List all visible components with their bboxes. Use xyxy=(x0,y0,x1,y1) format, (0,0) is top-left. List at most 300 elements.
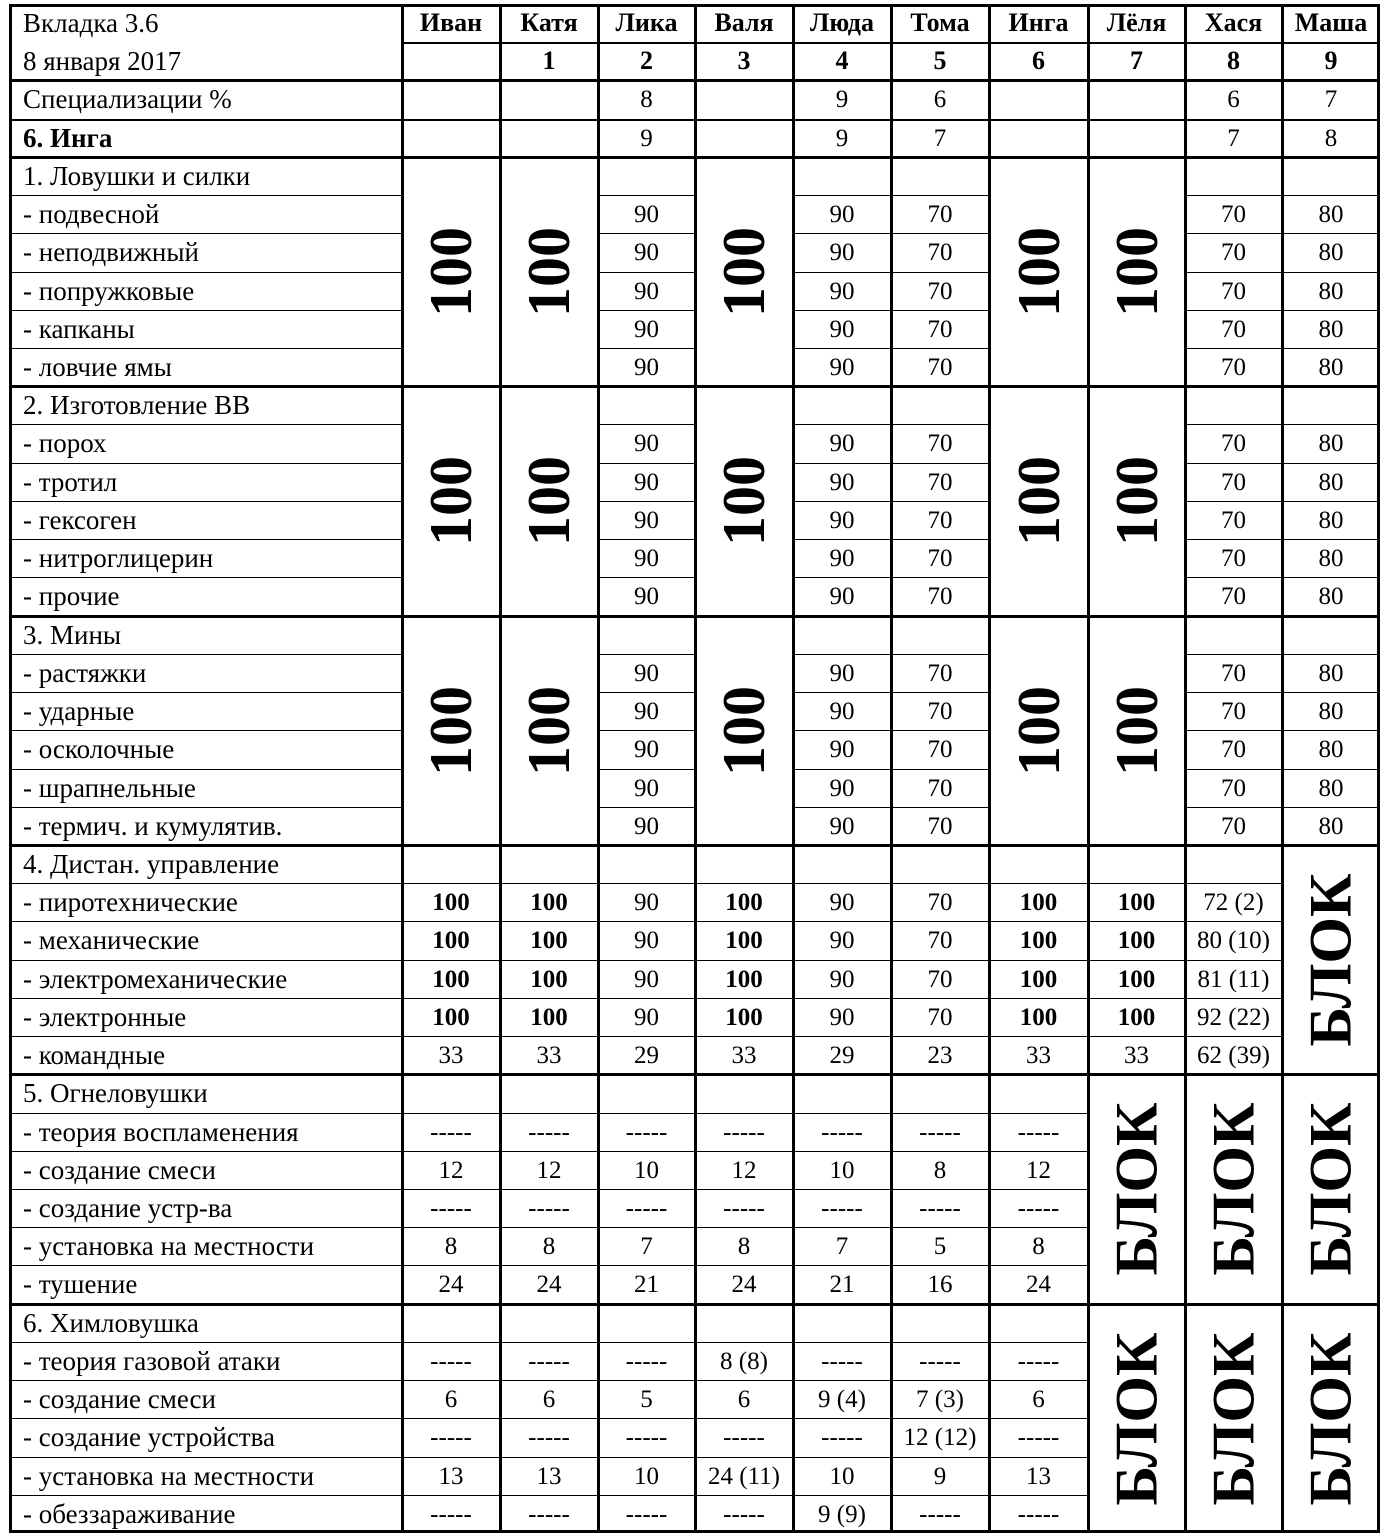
item-value: 90 xyxy=(829,315,855,343)
grid-hline xyxy=(989,921,1088,922)
grid-hline xyxy=(9,807,402,808)
grid-hline xyxy=(891,463,989,464)
grid-hline xyxy=(1185,883,1282,884)
item-value: 90 xyxy=(829,812,855,840)
spec-value xyxy=(1088,119,1185,157)
spec-value: 7 xyxy=(1324,86,1338,113)
grid-hline xyxy=(1282,195,1380,196)
grid-hline xyxy=(989,1113,1088,1114)
grid-hline xyxy=(9,539,402,540)
item-value: 70 xyxy=(927,277,953,305)
grid-hline xyxy=(891,1495,989,1496)
grid-hline xyxy=(793,424,891,425)
block-merged-cell xyxy=(1088,1304,1185,1533)
grid-hline xyxy=(9,1151,402,1152)
grid-hline xyxy=(891,1227,989,1228)
column-number: 4 xyxy=(835,46,849,75)
item-value: 8 xyxy=(444,1232,458,1260)
grid-hline xyxy=(891,1380,989,1381)
spec-value xyxy=(695,80,793,119)
item-value: 80 xyxy=(1318,200,1344,228)
item-value: 23 xyxy=(927,1041,953,1069)
item-value: ----- xyxy=(528,1500,570,1528)
grid-hline xyxy=(500,883,598,884)
item-value: 70 xyxy=(1221,774,1246,802)
item-value: 92 (22) xyxy=(1197,1003,1270,1031)
item-value: 70 xyxy=(927,506,953,534)
item-value: 90 xyxy=(829,697,855,725)
grid-hline xyxy=(989,1342,1088,1343)
grid-hline xyxy=(1185,463,1282,464)
item-value: 90 xyxy=(634,697,659,725)
item-value: 90 xyxy=(829,353,855,381)
grid-hline xyxy=(989,883,1088,884)
item-value: 33 xyxy=(1026,1041,1051,1069)
grid-hline xyxy=(793,501,891,502)
grid-hline xyxy=(793,807,891,808)
grid-hline xyxy=(891,424,989,425)
item-value: 21 xyxy=(829,1271,855,1298)
section-title: 2. Изготовление ВВ xyxy=(23,389,251,420)
grid-hline xyxy=(891,692,989,693)
item-value: 70 xyxy=(927,430,953,457)
grid-hline xyxy=(598,195,695,196)
merged-100-cell xyxy=(989,616,1088,845)
spec-value: 9 xyxy=(835,86,849,113)
item-value: 12 xyxy=(536,1156,562,1184)
grid-hline xyxy=(1282,233,1380,234)
item-value: ----- xyxy=(821,1347,863,1375)
grid-hline xyxy=(1185,998,1282,999)
grid-vline xyxy=(499,4,502,1533)
grid-hline xyxy=(402,1036,500,1037)
merged-cell-text: 100 xyxy=(711,226,777,317)
item-label: - создание смеси xyxy=(23,1383,216,1414)
grid-hline xyxy=(793,310,891,311)
item-label: - неподвижный xyxy=(23,237,199,267)
grid-hline xyxy=(1088,883,1185,884)
grid-hline xyxy=(1185,730,1282,731)
item-value: 10 xyxy=(634,1156,659,1184)
grid-hline xyxy=(695,1342,793,1343)
merged-100-cell xyxy=(500,616,598,845)
grid-hline xyxy=(9,654,402,655)
merged-cell-text: 100 xyxy=(516,685,582,776)
grid-hline xyxy=(793,921,891,922)
item-value: 90 xyxy=(634,315,659,343)
item-value: ----- xyxy=(528,1424,570,1451)
grid-hline xyxy=(989,1265,1088,1266)
grid-vline xyxy=(1281,4,1284,1533)
grid-hline xyxy=(1282,463,1380,464)
item-value: 90 xyxy=(634,468,659,496)
grid-hline xyxy=(598,1036,695,1037)
merged-100-cell xyxy=(989,386,1088,616)
merged-cell-text: 100 xyxy=(516,226,582,317)
item-label: - механические xyxy=(23,925,200,955)
grid-hline xyxy=(1282,310,1380,311)
item-label: - электронные xyxy=(23,1001,187,1032)
item-value: 80 xyxy=(1318,277,1344,305)
grid-hline xyxy=(1088,921,1185,922)
column-name: Лика xyxy=(615,8,678,37)
grid-hline xyxy=(891,960,989,961)
grid-hline xyxy=(793,1495,891,1496)
grid-vline xyxy=(694,4,697,1533)
grid-hline xyxy=(1282,539,1380,540)
merged-cell-text: 100 xyxy=(418,685,484,776)
item-value: 8 xyxy=(542,1232,556,1260)
merged-100-cell xyxy=(500,157,598,386)
item-label: - растяжки xyxy=(23,657,147,688)
grid-hline xyxy=(9,233,402,234)
item-value: 90 xyxy=(829,277,855,305)
merged-100-cell xyxy=(1088,157,1185,386)
grid-hline xyxy=(598,921,695,922)
grid-hline xyxy=(793,730,891,731)
grid-hline xyxy=(9,921,402,922)
merged-cell-text: 100 xyxy=(1103,685,1170,776)
grid-hline xyxy=(598,1418,695,1419)
item-value: 70 xyxy=(1221,277,1246,305)
grid-hline xyxy=(695,998,793,999)
item-value: ----- xyxy=(1017,1347,1060,1375)
grid-hline xyxy=(598,769,695,770)
grid-hline xyxy=(793,654,891,655)
grid-hline xyxy=(9,463,402,464)
item-value: 90 xyxy=(634,774,659,802)
item-value: 70 xyxy=(927,544,953,572)
grid-hline xyxy=(9,272,402,273)
item-value: 100 xyxy=(1117,927,1156,954)
item-value: 80 xyxy=(1318,544,1344,572)
column-number: 6 xyxy=(1032,46,1045,75)
item-value: 100 xyxy=(1117,965,1156,993)
item-value: 90 xyxy=(829,200,855,228)
grid-hline xyxy=(598,1113,695,1114)
spec-value xyxy=(1088,80,1185,119)
item-value: 100 xyxy=(530,1003,568,1031)
item-value: 13 xyxy=(1026,1462,1051,1490)
column-number: 2 xyxy=(640,46,653,75)
grid-hline xyxy=(598,233,695,234)
grid-hline xyxy=(1282,654,1380,655)
spec-value xyxy=(989,80,1088,119)
item-value: 90 xyxy=(634,200,659,228)
item-value: 24 xyxy=(438,1271,464,1298)
item-value: ----- xyxy=(430,1347,472,1375)
item-value: ----- xyxy=(430,1424,472,1451)
grid-hline xyxy=(695,1227,793,1228)
item-value: 70 xyxy=(927,200,953,228)
grid-hline xyxy=(1088,1036,1185,1037)
column-number: 3 xyxy=(737,46,751,75)
item-value: 70 xyxy=(1221,353,1246,381)
spec-value xyxy=(989,119,1088,157)
item-value: 70 xyxy=(927,812,953,840)
item-value: 13 xyxy=(536,1462,562,1490)
item-label: - термич. и кумулятив. xyxy=(23,810,283,841)
merged-cell-text: БЛОК xyxy=(1200,1102,1267,1276)
item-value: 70 xyxy=(927,239,953,266)
grid-hline xyxy=(1282,577,1380,578)
item-label: - создание устройства xyxy=(23,1422,275,1452)
item-value: 70 xyxy=(1221,315,1246,343)
grid-hline xyxy=(9,692,402,693)
grid-hline xyxy=(891,1189,989,1190)
item-label: - капканы xyxy=(23,313,135,344)
grid-hline xyxy=(1185,921,1282,922)
grid-hline xyxy=(598,883,695,884)
item-label: - ловчие ямы xyxy=(23,351,172,382)
item-value: 80 xyxy=(1318,506,1344,534)
grid-hline xyxy=(402,998,500,999)
grid-hline xyxy=(500,1113,598,1114)
grid-hline xyxy=(793,1036,891,1037)
item-value: 70 xyxy=(1221,544,1246,572)
item-value: 100 xyxy=(1117,1003,1156,1031)
grid-hline xyxy=(1185,272,1282,273)
item-value: 80 xyxy=(1318,736,1344,763)
grid-hline xyxy=(9,577,402,578)
grid-hline xyxy=(9,1036,402,1037)
item-label: - теория газовой атаки xyxy=(23,1345,281,1376)
grid-hline xyxy=(402,1151,500,1152)
item-value: 70 xyxy=(927,659,953,687)
merged-100-cell xyxy=(1088,616,1185,845)
spec-row-label: 6. Инга xyxy=(23,122,113,153)
section-title: 1. Ловушки и силки xyxy=(23,160,251,191)
grid-hline xyxy=(989,998,1088,999)
grid-hline xyxy=(500,1036,598,1037)
grid-hline xyxy=(9,424,402,425)
grid-hline xyxy=(1088,998,1185,999)
item-value: 80 xyxy=(1318,659,1344,687)
item-value: ----- xyxy=(625,1347,668,1375)
item-value: 70 xyxy=(1221,200,1246,228)
item-label: - ударные xyxy=(23,695,135,726)
spec-value xyxy=(500,80,598,119)
item-value: 12 (12) xyxy=(903,1424,977,1451)
grid-hline xyxy=(793,195,891,196)
item-label: - попружковые xyxy=(23,275,195,306)
grid-hline xyxy=(1185,310,1282,311)
grid-hline xyxy=(793,348,891,349)
column-number: 9 xyxy=(1324,46,1338,75)
merged-cell-text: 100 xyxy=(1005,226,1072,317)
grid-hline xyxy=(402,1113,500,1114)
grid-hline xyxy=(9,348,402,349)
item-value: 72 (2) xyxy=(1203,888,1264,916)
item-value: 33 xyxy=(1124,1041,1149,1069)
item-value: 5 xyxy=(933,1232,947,1260)
grid-hline xyxy=(695,960,793,961)
item-value: 100 xyxy=(1019,965,1058,993)
merged-cell-text: 100 xyxy=(1005,456,1072,546)
grid-hline xyxy=(9,883,402,884)
grid-hline xyxy=(891,577,989,578)
item-value: 70 xyxy=(927,774,953,802)
section-title: 4. Дистан. управление xyxy=(23,848,280,879)
item-label: - гексоген xyxy=(23,504,137,535)
column-number: 8 xyxy=(1227,46,1240,75)
grid-hline xyxy=(793,692,891,693)
grid-hline xyxy=(9,769,402,770)
grid-hline xyxy=(695,1151,793,1152)
grid-hline xyxy=(402,1189,500,1190)
column-number: 1 xyxy=(542,46,556,75)
spec-value xyxy=(695,119,793,157)
item-value: 33 xyxy=(731,1041,757,1069)
grid-hline xyxy=(500,1380,598,1381)
grid-hline xyxy=(402,921,500,922)
item-label: - пиротехнические xyxy=(23,886,238,917)
section-title: 5. Огнеловушки xyxy=(23,1078,208,1108)
item-label: - тротил xyxy=(23,466,118,497)
grid-hline xyxy=(891,348,989,349)
grid-hline xyxy=(1185,960,1282,961)
item-value: 9 xyxy=(933,1462,947,1490)
grid-hline xyxy=(9,1495,402,1496)
item-value: 90 xyxy=(634,277,659,305)
grid-hline xyxy=(1185,692,1282,693)
item-value: 33 xyxy=(438,1041,464,1069)
item-value: ----- xyxy=(430,1500,472,1528)
grid-hline xyxy=(989,1418,1088,1419)
item-value: ----- xyxy=(723,1118,765,1146)
block-merged-cell xyxy=(1282,1304,1380,1533)
grid-hline xyxy=(402,1265,500,1266)
item-value: 80 xyxy=(1318,353,1344,381)
item-value: 80 xyxy=(1318,430,1344,457)
grid-hline xyxy=(402,883,500,884)
grid-hline xyxy=(598,654,695,655)
grid-hline xyxy=(891,195,989,196)
grid-hline xyxy=(793,1418,891,1419)
item-value: 90 xyxy=(634,965,659,993)
grid-hline xyxy=(891,233,989,234)
grid-hline xyxy=(695,921,793,922)
item-value: 100 xyxy=(432,1003,470,1031)
grid-hline xyxy=(793,1113,891,1114)
grid-hline xyxy=(989,1189,1088,1190)
grid-hline xyxy=(891,769,989,770)
item-value: 29 xyxy=(829,1041,855,1069)
block-merged-cell xyxy=(1282,1074,1380,1304)
grid-hline xyxy=(402,1380,500,1381)
grid-hline xyxy=(9,1113,402,1114)
grid-hline xyxy=(793,1457,891,1458)
grid-hline xyxy=(989,960,1088,961)
item-value: ----- xyxy=(625,1118,668,1146)
grid-hline xyxy=(891,807,989,808)
column-name: Хася xyxy=(1204,8,1263,37)
grid-hline xyxy=(500,1227,598,1228)
grid-hline xyxy=(695,1457,793,1458)
grid-hline xyxy=(598,424,695,425)
block-merged-cell xyxy=(1088,1074,1185,1304)
item-value: 6 xyxy=(737,1385,751,1413)
grid-hline xyxy=(598,960,695,961)
grid-hline xyxy=(598,1495,695,1496)
grid-hline xyxy=(695,1036,793,1037)
item-value: 90 xyxy=(634,430,659,457)
grid-hline xyxy=(500,1457,598,1458)
merged-100-cell xyxy=(402,386,500,616)
grid-hline xyxy=(793,1227,891,1228)
grid-hline xyxy=(598,807,695,808)
item-value: 90 xyxy=(634,239,659,266)
item-value: 90 xyxy=(634,583,659,610)
merged-100-cell xyxy=(989,157,1088,386)
grid-hline xyxy=(891,1151,989,1152)
grid-hline xyxy=(891,272,989,273)
item-value: 100 xyxy=(530,927,568,954)
item-value: 90 xyxy=(634,736,659,763)
item-value: 90 xyxy=(829,239,855,266)
merged-100-cell xyxy=(402,157,500,386)
grid-vline xyxy=(1184,4,1187,1533)
grid-hline xyxy=(891,1113,989,1114)
merged-100-cell xyxy=(695,386,793,616)
merged-cell-text: БЛОК xyxy=(1298,872,1364,1047)
spec-value: 8 xyxy=(1324,124,1338,152)
grid-hline xyxy=(9,1189,402,1190)
column-name: Валя xyxy=(714,8,774,37)
item-value: 100 xyxy=(432,965,470,993)
item-value: 90 xyxy=(634,506,659,534)
item-value: 90 xyxy=(829,965,855,993)
merged-cell-text: БЛОК xyxy=(1200,1331,1267,1506)
grid-hline xyxy=(598,501,695,502)
spec-value: 9 xyxy=(640,124,653,152)
grid-hline xyxy=(989,1227,1088,1228)
column-name: Иван xyxy=(419,8,483,37)
spec-value: 7 xyxy=(1227,124,1240,152)
sheet-date: 8 января 2017 xyxy=(23,45,182,76)
item-value: 62 (39) xyxy=(1197,1041,1270,1069)
item-label: - порох xyxy=(23,428,107,458)
item-value: 100 xyxy=(432,888,470,916)
merged-100-cell xyxy=(1088,386,1185,616)
item-value: 21 xyxy=(634,1271,659,1298)
spec-value: 6 xyxy=(1227,86,1240,113)
merged-cell-text: 100 xyxy=(418,456,484,546)
item-value: 24 xyxy=(1026,1271,1051,1298)
grid-hline xyxy=(9,501,402,502)
item-label: - обеззараживание xyxy=(23,1498,236,1529)
item-value: 100 xyxy=(530,888,568,916)
item-value: 8 (8) xyxy=(720,1347,768,1375)
item-value: 90 xyxy=(829,888,855,916)
item-value: 6 xyxy=(444,1385,458,1413)
item-value: ----- xyxy=(821,1194,863,1222)
grid-hline xyxy=(793,577,891,578)
item-value: 70 xyxy=(1221,506,1246,534)
column-name: Тома xyxy=(910,8,970,37)
item-value: 16 xyxy=(927,1271,953,1298)
item-value: 90 xyxy=(634,927,659,954)
grid-hline xyxy=(9,1457,402,1458)
column-number: 7 xyxy=(1130,46,1143,75)
item-value: ----- xyxy=(430,1194,472,1222)
item-value: 80 xyxy=(1318,239,1344,266)
item-value: 90 xyxy=(634,659,659,687)
column-name: Маша xyxy=(1294,8,1368,37)
merged-cell-text: 100 xyxy=(516,456,582,546)
item-value: 80 xyxy=(1318,468,1344,496)
grid-hline xyxy=(793,463,891,464)
